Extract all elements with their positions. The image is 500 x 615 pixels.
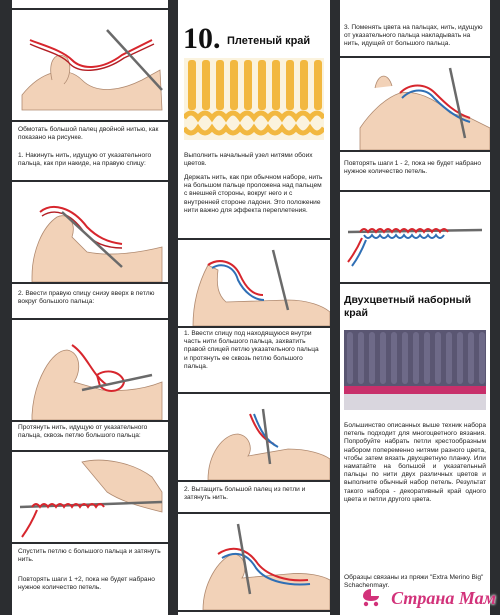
col3-step-3: 3. Поменять цвета на пальцах, нить, идущую от указательного пальца накладывать на нить, идущей от большого пальца. [344, 24, 483, 48]
col2-step-2: 2. Вытащить большой палец из петли и затянуть нить. [184, 486, 306, 502]
col1-caption-5: Повторять шаги 1 +2, пока не будет набрано нужное количество петель. [18, 576, 155, 592]
col1-caption-3: Протянуть нить, идущую от указательного пальца, сквозь петлю большого пальца: [18, 424, 148, 440]
section-title: Двухцветный наборный край [344, 294, 472, 319]
baby-carriage-icon [360, 587, 382, 607]
swatch-braided-edge [184, 58, 324, 140]
col1-step-2: 2. Ввести правую спицу снизу вверх в петлю вокруг большого пальца: [18, 290, 155, 306]
illustration-step3 [12, 450, 168, 544]
watermark: Страна Мам [391, 588, 496, 608]
col3-repeat: Повторять шаги 1 - 2, пока не будет набрано нужное количество петель. [344, 160, 482, 176]
illustration-step1 [12, 180, 168, 284]
illustration-step2 [12, 318, 168, 422]
col3-footer: Образцы связаны из пряжи "Extra Merino Big" Schachenmayr. [344, 574, 484, 590]
illustration-thumb-wrap [12, 8, 168, 122]
col2-p2: Держать нить, как при обычном наборе, нить на большом пальце проложена над пальцем с внешней стороны, вокруг него и с внутренней стороне ладони. Это положение нити важно для эффекта переплетения. [184, 174, 323, 214]
column-left [12, 0, 168, 615]
illustration-right-2 [340, 190, 490, 284]
col1-caption-4: Спустить петлю с большого пальца и затянуть нить. [18, 548, 161, 564]
step-title: Плетеный край [227, 35, 311, 47]
col2-step-1: 1. Ввести спицу под находящуюся внутри часть нити большого пальца, захватить правой спицей петлю указательного пальца и протянуть ее сквозь петлю большого пальца. [184, 330, 319, 370]
col3-body: Большинство описанных выше техник набора петель подходит для многоцветного вязания. Попробуйте набрать петли крестообразным набором попеременно нитями разного цвета, чтобы затем вязать двухцветную планку. Или наматайте на большой и указательный пальцы по нити двух различных цветов и выполните обычный набор петель. Результат такого набора - декоративный край одного цвета и петли другого цвета. [344, 422, 486, 503]
swatch-two-color-edge [344, 330, 486, 410]
column-middle [178, 0, 330, 615]
illustration-right-1 [340, 56, 490, 152]
illustration-mid-3 [178, 512, 330, 612]
col1-caption-1: Обмотать большой палец двойной нитью, как показано на рисунке. [18, 126, 159, 142]
illustration-mid-2 [178, 392, 330, 482]
col1-step-1: 1. Накинуть нить, идущую от указательного пальца, как при накиде, на правую спицу: [18, 152, 152, 168]
col2-p1: Выполнить начальный узел нитями обоих цветов. [184, 152, 313, 168]
illustration-mid-1 [178, 238, 330, 328]
step-number: 10. [183, 22, 221, 55]
